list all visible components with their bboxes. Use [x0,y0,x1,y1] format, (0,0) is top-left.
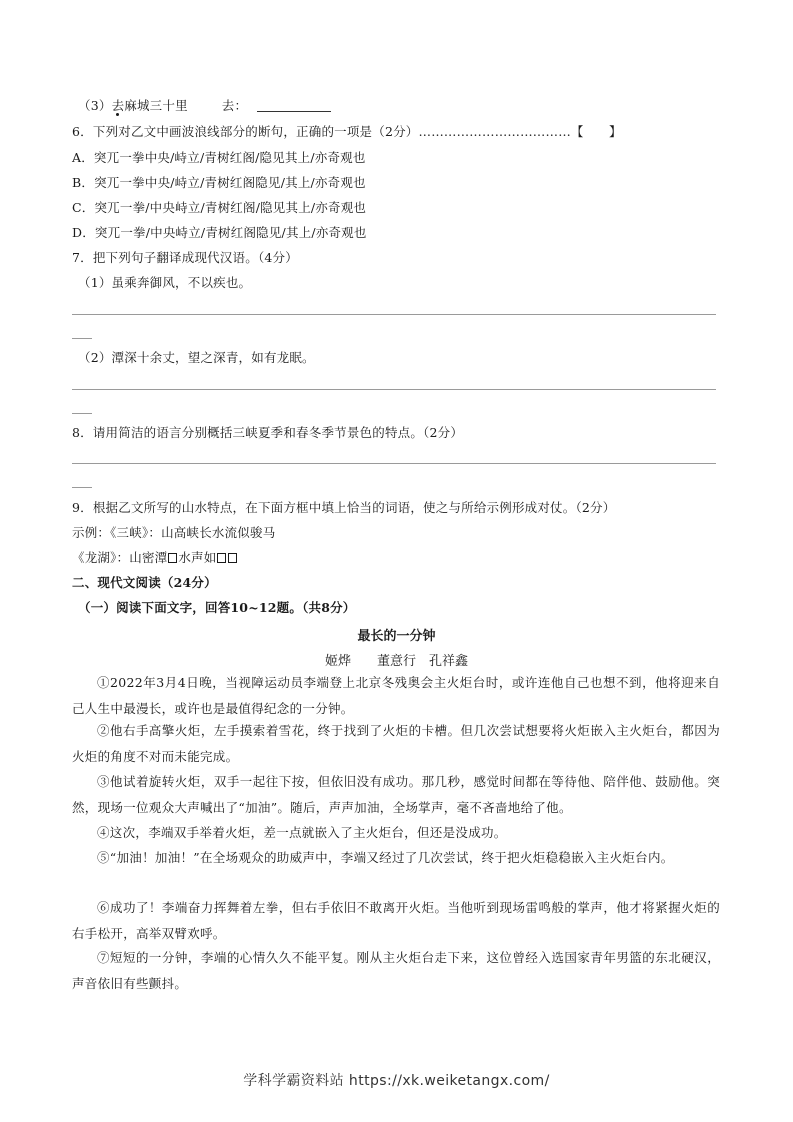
q7-sentence-2: （2）潭深十余丈，望之深青，如有龙眠。 [78,350,315,365]
section-subheading: （一）阅读下面文字，回答10~12题。（共8分） [78,600,356,615]
q3-answer-blank[interactable] [257,99,331,112]
article-paragraph-7: ⑦短短的一分钟，李端的心情久久不能平复。刚从主火炬台走下来，这位曾经入选国家青年男篮的东北硬汉，声音依旧有些颤抖。 [72,950,720,991]
article-paragraph-3: ③他试着旋转火炬，双手一起往下按，但依旧没有成功。那几秒，感觉时间都在等待他、陪伴他、鼓励他。突然，现场一位观众大声喊出了“加油”。随后，声声加油，全场掌声，毫不吝啬地给了他。 [72,774,720,815]
q6-option-b[interactable]: B．突兀一拳中央/峙立/青树红阁隐见/其上/亦奇观也 [72,175,366,190]
q9-fill-box-2[interactable] [217,553,226,563]
q7-1-answer-line-end [72,338,92,339]
q7-sentence-1: （1）虽乘奔御风，不以疾也。 [78,275,252,290]
q8-stem: 8．请用简洁的语言分别概括三峡夏季和春冬季节景色的特点。（2分） [72,425,464,440]
article-paragraph-6: ⑥成功了！李端奋力挥舞着左拳，但右手依旧不敢离开火炬。当他听到现场雷鸣般的掌声，他才将紧握火炬的右手松开，高举双臂欢呼。 [72,900,720,941]
q7-1-answer-line[interactable] [72,314,716,315]
q9-stem: 9．根据乙文所写的山水特点，在下面方框中填上恰当的词语，使之与所给示例形成对仗。（2分） [72,500,616,515]
q7-2-answer-line[interactable] [72,389,716,390]
q6-option-d[interactable]: D．突兀一拳/中央峙立/青树红阁隐见/其上/亦奇观也 [72,225,367,240]
q3-prefix: （3） [78,98,112,113]
q6-option-a[interactable]: A．突兀一拳中央/峙立/青树红阁/隐见其上/亦奇观也 [72,150,366,165]
q3-gloss-label: 去： [221,98,248,113]
article-authors: 姬烨 董意行 孔祥鑫 [324,654,468,669]
article-paragraph-4: ④这次，李端双手举着火炬，差一点就嵌入了主火炬台，但还是没成功。 [97,825,507,840]
q9-task [72,550,238,566]
q9-task-part-a: 《龙湖》：山密潭 [72,550,168,565]
article-paragraph-2: ②他右手高擎火炬，左手摸索着雪花，终于找到了火炬的卡槽。但几次尝试想要将火炬嵌入主火炬台，都因为火炬的角度不对而未能完成。 [72,723,720,764]
q7-2-answer-line-end [72,413,92,414]
q9-fill-box-3[interactable] [228,553,237,563]
section-heading: 二、现代文阅读（24分） [72,575,217,590]
q8-answer-line-end [72,487,92,488]
q3-dotted-char: 去 [111,98,125,113]
q9-example: 示例：《三峡》：山高峡长水流似骏马 [72,525,276,540]
article-paragraph-5: ⑤“加油！加油！”在全场观众的助威声中，李端又经过了几次尝试，终于把火炬稳稳嵌入主火炬台内。 [97,850,674,865]
q9-task-part-b: 水声如 [178,550,217,565]
article-title: 最长的一分钟 [357,629,436,644]
footer-watermark: 学科学霸资料站 https://xk.weiketangx.com/ [243,1073,550,1089]
article-paragraph-1: ①2022年3月4日晚，当视障运动员李端登上北京冬残奥会主火炬台时，或许连他自己也想不到，他将迎来自己人生中最漫长，或许也是最值得纪念的一分钟。 [72,675,720,716]
q8-answer-line[interactable] [72,463,716,464]
q6-option-c[interactable]: C．突兀一拳/中央峙立/青树红阁/隐见其上/亦奇观也 [72,200,367,215]
q9-fill-box-1[interactable] [168,553,177,563]
q6-stem: 6．下列对乙文中画波浪线部分的断句，正确的一项是（2分）………………………………【 】 [72,124,622,139]
q3-line [78,98,331,114]
q7-stem: 7．把下列句子翻译成现代汉语。（4分） [72,250,298,265]
q3-phrase: 麻城三十里 [124,98,188,113]
